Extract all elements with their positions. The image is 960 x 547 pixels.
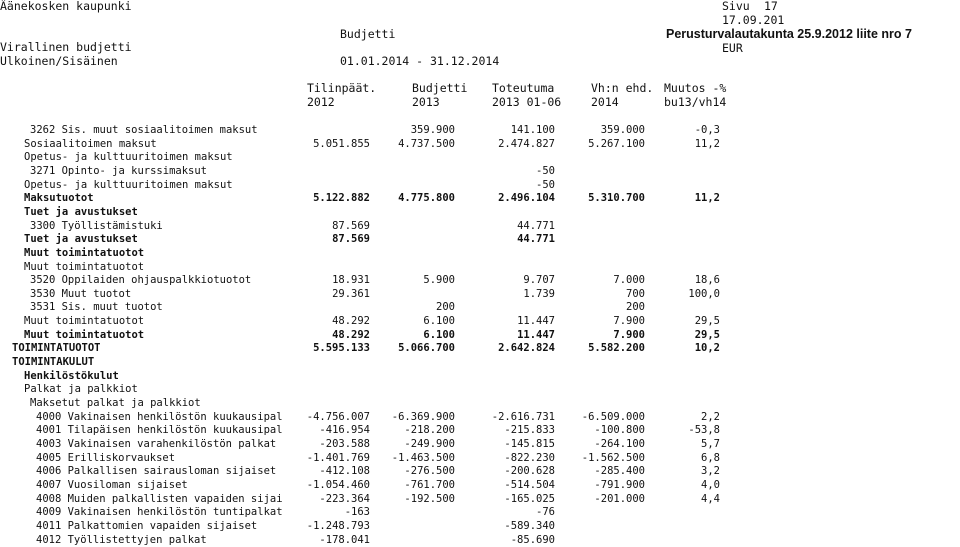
- row-value-col4: 5.267.100: [588, 137, 645, 150]
- row-value-col2: -761.700: [404, 478, 455, 491]
- row-value-col2: 4.775.800: [398, 192, 455, 205]
- table-row: [0, 383, 960, 396]
- table-row: [0, 452, 960, 465]
- row-label: Muut toimintatuotot: [24, 246, 145, 259]
- row-label: 3271 Opinto- ja kurssimaksut: [30, 164, 208, 177]
- row-value-col3: 2.474.827: [498, 137, 555, 150]
- row-label: TOIMINTAKULUT: [12, 356, 95, 369]
- committee-title: Perusturvalautakunta 25.9.2012 liite nro 7: [666, 27, 912, 41]
- row-value-col4: -791.900: [594, 478, 645, 491]
- row-value-col2: 5.900: [423, 274, 455, 287]
- row-value-col5: -53,8: [688, 424, 720, 437]
- row-value-col1: -1.401.769: [306, 451, 370, 464]
- row-value-col3: 9.707: [523, 274, 555, 287]
- row-value-col2: 4.737.500: [398, 137, 455, 150]
- row-value-col3: -165.025: [504, 492, 555, 505]
- row-value-col5: 18,6: [694, 274, 720, 287]
- table-row: [0, 397, 960, 410]
- row-value-col5: 4,4: [701, 492, 720, 505]
- row-value-col3: -200.628: [504, 465, 555, 478]
- row-label: Opetus- ja kulttuuritoimen maksut: [24, 178, 233, 191]
- page-label: Sivu: [722, 0, 750, 13]
- row-label: 4008 Muiden palkallisten vapaiden sijai: [36, 492, 283, 505]
- table-row: [0, 438, 960, 451]
- col-header-proposal-year: 2014: [591, 95, 619, 109]
- row-value-col5: 11,2: [694, 192, 720, 205]
- table-row: [0, 342, 960, 355]
- row-value-col2: 200: [436, 301, 455, 314]
- row-value-col3: 2.496.104: [498, 192, 555, 205]
- row-value-col4: 7.900: [613, 315, 645, 328]
- row-value-col2: 6.100: [423, 328, 455, 341]
- row-value-col3: -50: [536, 178, 555, 191]
- row-value-col3: 44.771: [517, 233, 555, 246]
- row-label: 3300 Työllistämistuki: [30, 219, 163, 232]
- row-value-col1: 87.569: [332, 233, 370, 246]
- row-label: Tuet ja avustukset: [24, 205, 138, 218]
- row-value-col1: -4.756.007: [306, 410, 370, 423]
- row-value-col1: 18.931: [332, 274, 370, 287]
- row-label: 3262 Sis. muut sosiaalitoimen maksut: [30, 124, 258, 136]
- row-value-col1: 87.569: [332, 219, 370, 232]
- row-value-col1: 29.361: [332, 287, 370, 300]
- row-label: TOIMINTATUOTOT: [12, 342, 101, 355]
- row-value-col5: 6,8: [701, 451, 720, 464]
- table-row: [0, 261, 960, 274]
- currency-label: EUR: [722, 41, 743, 55]
- table-row: [0, 179, 960, 192]
- row-value-col3: 141.100: [510, 124, 555, 136]
- col-header-realized: Toteutuma: [492, 81, 555, 95]
- row-value-col4: 700: [626, 287, 645, 300]
- period-label: 01.01.2014 - 31.12.2014: [340, 54, 500, 68]
- col-header-change-basis: bu13/vh14: [664, 95, 727, 109]
- row-value-col3: -85.690: [510, 533, 555, 546]
- organization-name: Äänekosken kaupunki: [0, 0, 132, 13]
- budget-label: Budjetti: [340, 27, 396, 41]
- page-number: 17: [764, 0, 778, 13]
- row-value-col4: -285.400: [594, 465, 645, 478]
- col-header-realized-period: 2013 01-06: [492, 95, 562, 109]
- row-label: 4005 Erilliskorvaukset: [36, 451, 176, 464]
- table-row: [0, 506, 960, 519]
- row-label: 4003 Vakinaisen varahenkilöstön palkat: [36, 437, 277, 450]
- table-row: [0, 288, 960, 301]
- row-label: Opetus- ja kulttuuritoimen maksut: [24, 151, 233, 164]
- row-value-col5: 29,5: [694, 315, 720, 328]
- row-value-col1: 5.595.133: [313, 342, 370, 355]
- row-value-col3: 1.739: [523, 287, 555, 300]
- row-label: Palkat ja palkkiot: [24, 383, 138, 396]
- table-row: [0, 165, 960, 178]
- row-value-col5: 11,2: [694, 137, 720, 150]
- row-label: Henkilöstökulut: [24, 369, 119, 382]
- row-value-col1: 48.292: [332, 315, 370, 328]
- row-value-col3: -2.616.731: [491, 410, 555, 423]
- col-header-proposal: Vh:n ehd.: [591, 81, 654, 95]
- row-value-col3: -514.504: [504, 478, 555, 491]
- row-value-col1: -1.248.793: [306, 519, 370, 532]
- scope-label: Ulkoinen/Sisäinen: [0, 54, 118, 68]
- row-value-col2: 359.900: [410, 124, 455, 136]
- row-value-col1: -1.054.460: [306, 478, 370, 491]
- row-value-col1: 48.292: [332, 328, 370, 341]
- row-value-col4: -1.562.500: [581, 451, 645, 464]
- row-label: 4007 Vuosiloman sijaiset: [36, 478, 188, 491]
- row-label: Maksutuotot: [24, 192, 94, 205]
- row-value-col4: 359.000: [600, 124, 645, 136]
- row-value-col3: -822.230: [504, 451, 555, 464]
- row-label: 3520 Oppilaiden ohjauspalkkiotuotot: [30, 274, 252, 287]
- table-row: [0, 206, 960, 219]
- row-value-col4: 200: [626, 301, 645, 314]
- col-header-actual-2012-year: 2012: [307, 95, 335, 109]
- row-value-col2: -276.500: [404, 465, 455, 478]
- row-value-col1: 5.122.882: [313, 192, 370, 205]
- row-value-col4: -201.000: [594, 492, 645, 505]
- table-row: [0, 124, 960, 137]
- col-header-actual-2012: Tilinpäät.: [307, 81, 377, 95]
- row-value-col5: 100,0: [688, 287, 720, 300]
- row-label: 4000 Vakinaisen henkilöstön kuukausipal: [36, 410, 283, 423]
- row-label: 4009 Vakinaisen henkilöstön tuntipalkat: [36, 506, 283, 519]
- row-value-col2: 6.100: [423, 315, 455, 328]
- table-row: [0, 220, 960, 233]
- table-row: [0, 192, 960, 205]
- row-value-col5: 3,2: [701, 465, 720, 478]
- row-label: Sosiaalitoimen maksut: [24, 137, 157, 150]
- row-value-col2: -218.200: [404, 424, 455, 437]
- row-value-col2: -6.369.900: [391, 410, 455, 423]
- row-value-col4: -6.509.000: [581, 410, 645, 423]
- row-value-col4: -100.800: [594, 424, 645, 437]
- row-value-col1: -178.041: [319, 533, 370, 546]
- row-value-col1: 5.051.855: [313, 137, 370, 150]
- row-value-col1: -412.108: [319, 465, 370, 478]
- col-header-change: Muutos -%: [664, 81, 727, 95]
- row-value-col3: 44.771: [517, 219, 555, 232]
- row-label: 3530 Muut tuotot: [30, 287, 132, 300]
- table-row: [0, 233, 960, 246]
- table-row: [0, 329, 960, 342]
- row-value-col4: 7.000: [613, 274, 645, 287]
- table-row: [0, 151, 960, 164]
- row-value-col4: 7.900: [613, 328, 645, 341]
- table-row: [0, 465, 960, 478]
- row-label: 4012 Työllistettyjen palkat: [36, 533, 207, 546]
- table-row: [0, 315, 960, 328]
- row-label: Muut toimintatuotot: [24, 315, 145, 328]
- row-label: 4001 Tilapäisen henkilöstön kuukausipal: [36, 424, 283, 437]
- row-value-col1: -163: [344, 506, 370, 519]
- row-value-col3: -76: [536, 506, 555, 519]
- table-row: [0, 520, 960, 533]
- table-row: [0, 493, 960, 506]
- row-value-col4: -264.100: [594, 437, 645, 450]
- row-value-col5: -0,3: [694, 124, 720, 136]
- row-value-col3: 11.447: [517, 328, 555, 341]
- row-value-col5: 2,2: [701, 410, 720, 423]
- row-label: 3531 Sis. muut tuotot: [30, 301, 163, 314]
- print-date: 17.09.201: [722, 13, 785, 27]
- table-row: [0, 301, 960, 314]
- row-value-col3: 2.642.824: [498, 342, 555, 355]
- row-value-col3: -589.340: [504, 519, 555, 532]
- col-header-budget-2013-year: 2013: [412, 95, 440, 109]
- row-value-col3: -215.833: [504, 424, 555, 437]
- row-value-col4: 5.582.200: [588, 342, 645, 355]
- row-label: 4011 Palkattomien vapaiden sijaiset: [36, 519, 258, 532]
- table-row: [0, 356, 960, 369]
- budget-type: Virallinen budjetti: [0, 40, 132, 54]
- row-label: Muut toimintatuotot: [24, 260, 145, 273]
- row-value-col1: -223.364: [319, 492, 370, 505]
- row-value-col4: 5.310.700: [588, 192, 645, 205]
- row-label: 4006 Palkallisen sairausloman sijaiset: [36, 465, 277, 478]
- row-label: Muut toimintatuotot: [24, 328, 145, 341]
- col-header-budget-2013: Budjetti: [412, 81, 468, 95]
- table-row: [0, 274, 960, 287]
- row-value-col2: -1.463.500: [391, 451, 455, 464]
- row-value-col5: 10,2: [694, 342, 720, 355]
- row-value-col3: 11.447: [517, 315, 555, 328]
- row-value-col1: -416.954: [319, 424, 370, 437]
- table-row: [0, 370, 960, 383]
- table-row: [0, 424, 960, 437]
- row-value-col1: -203.588: [319, 437, 370, 450]
- row-value-col5: 5,7: [701, 437, 720, 450]
- row-value-col2: -192.500: [404, 492, 455, 505]
- row-label: Maksetut palkat ja palkkiot: [30, 397, 201, 409]
- row-value-col3: -50: [536, 164, 555, 177]
- row-value-col2: 5.066.700: [398, 342, 455, 355]
- row-label: Tuet ja avustukset: [24, 233, 138, 246]
- row-value-col5: 4,0: [701, 478, 720, 491]
- table-row: [0, 247, 960, 260]
- row-value-col5: 29,5: [694, 328, 720, 341]
- table-row: [0, 138, 960, 151]
- table-row: [0, 411, 960, 424]
- table-row: [0, 479, 960, 492]
- row-value-col2: -249.900: [404, 437, 455, 450]
- row-value-col3: -145.815: [504, 437, 555, 450]
